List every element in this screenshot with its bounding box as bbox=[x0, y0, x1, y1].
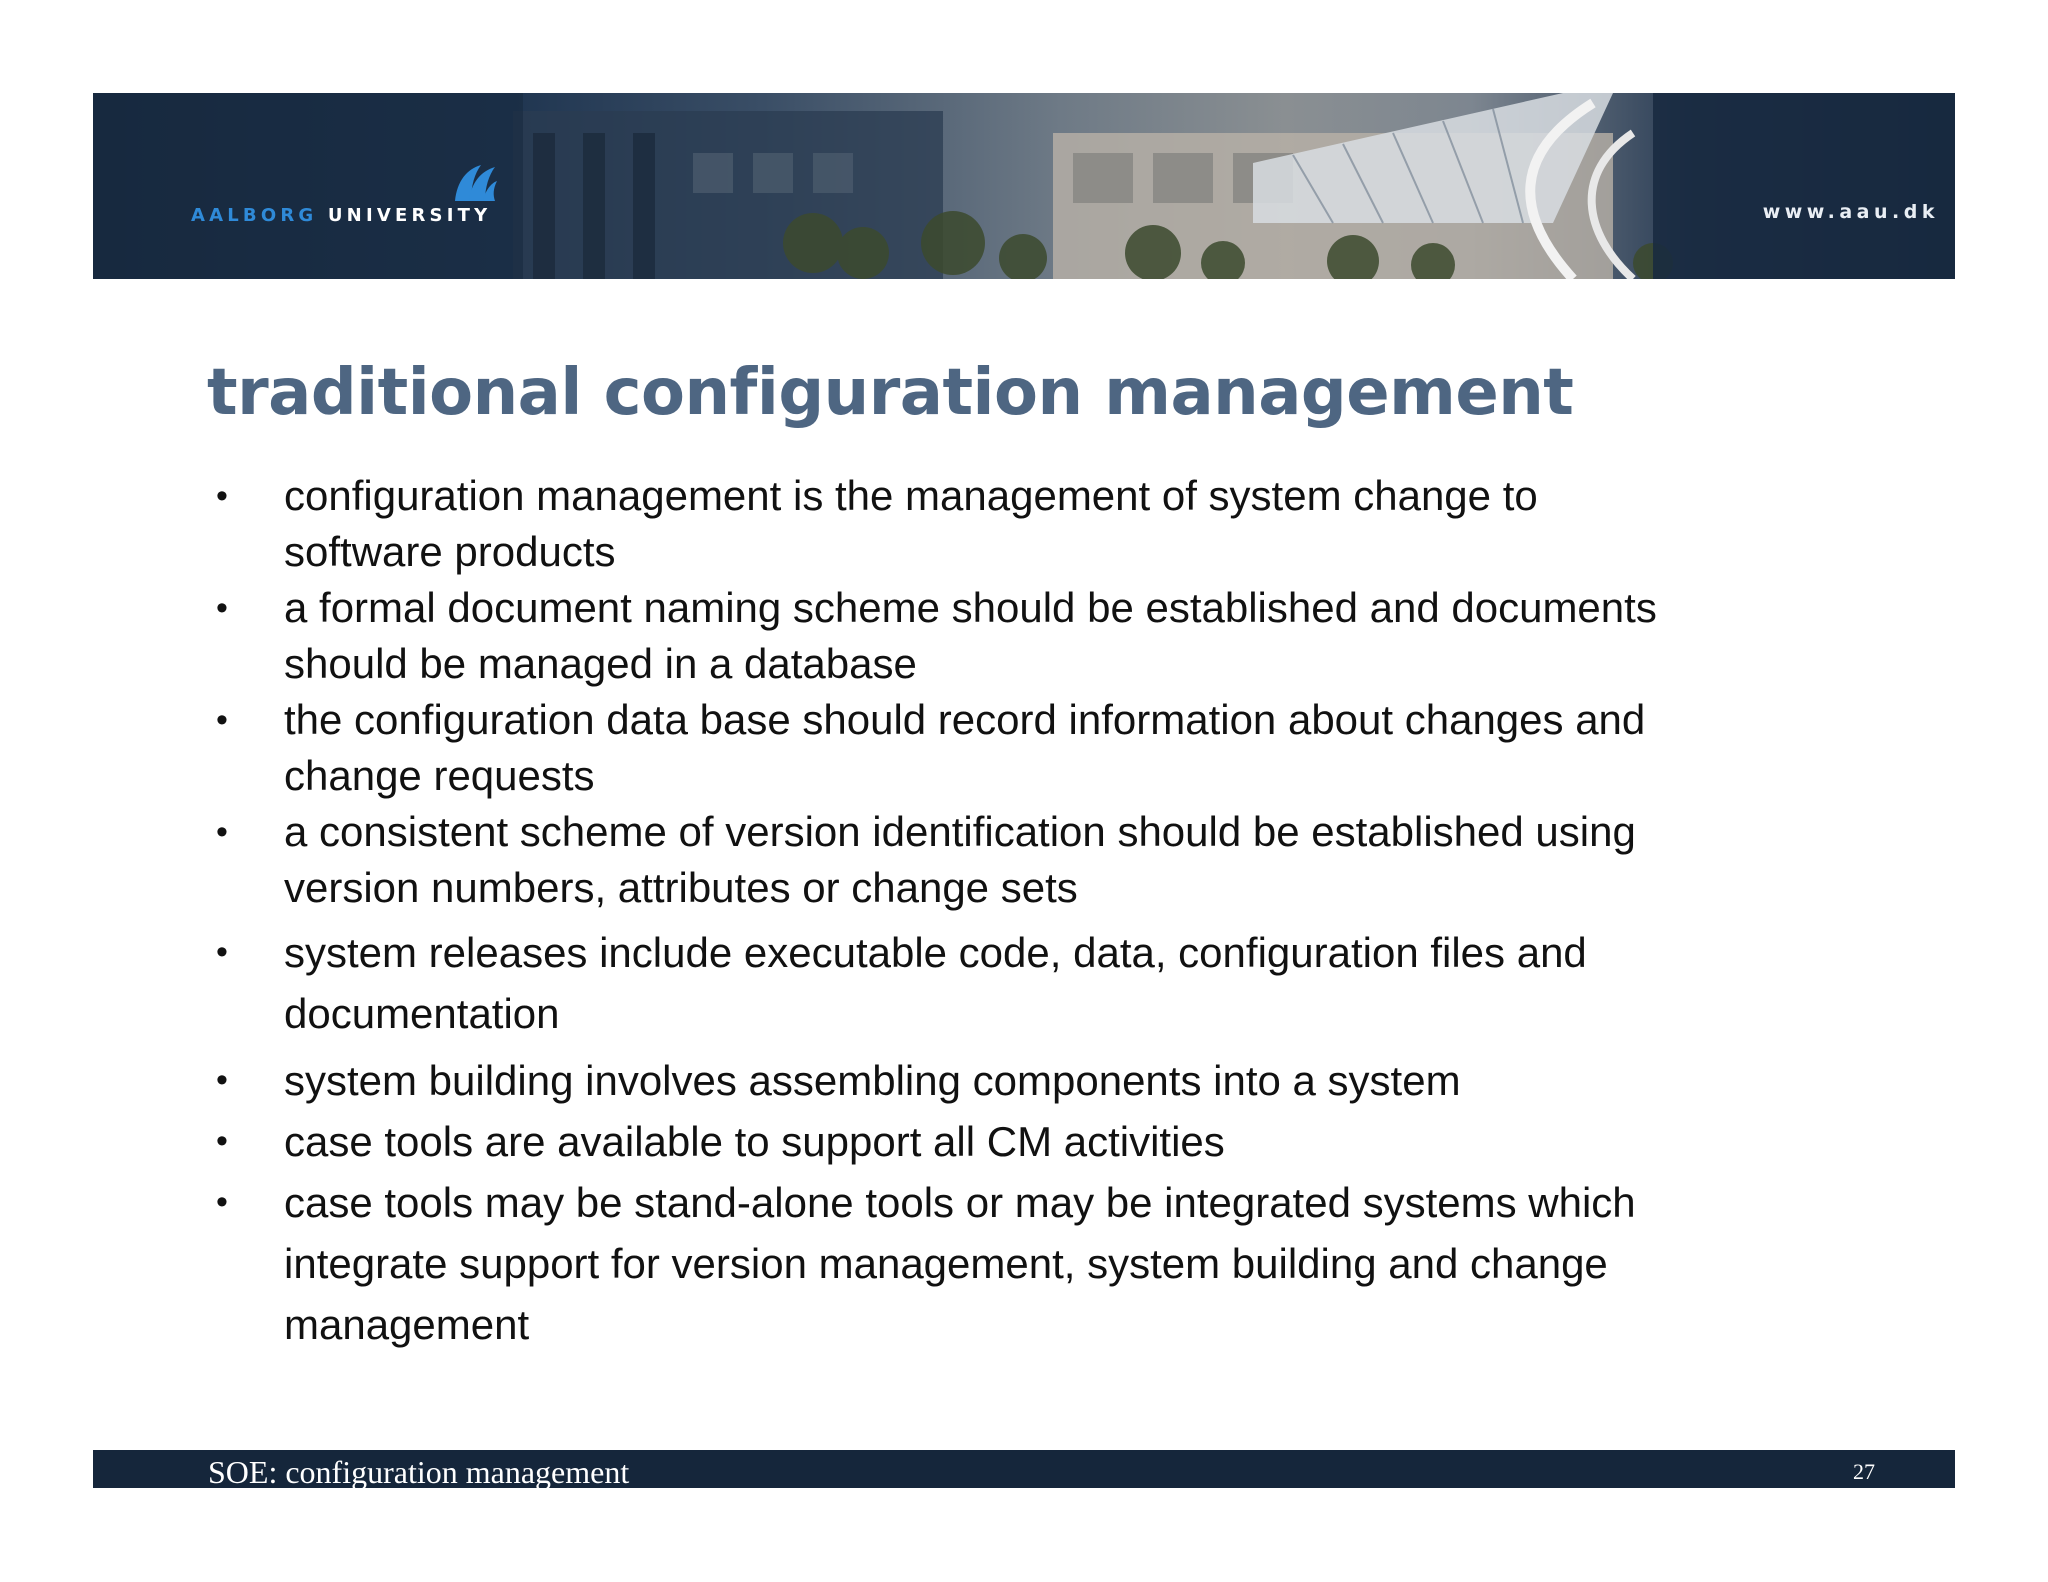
list-item bbox=[210, 1111, 1850, 1172]
list-item bbox=[210, 468, 1850, 580]
footer-course-label: SOE: configuration management bbox=[208, 1454, 630, 1490]
university-name bbox=[191, 205, 491, 226]
bullet-line: the configuration data base should record information about changes and bbox=[284, 696, 1646, 743]
bullet-line: management bbox=[284, 1301, 530, 1348]
bullet-line: software products bbox=[284, 528, 616, 575]
bullet-line: system releases include executable code, data, configuration files and bbox=[284, 929, 1587, 976]
list-item bbox=[210, 1172, 1850, 1355]
bullet-line: a consistent scheme of version identification should be established using bbox=[284, 808, 1636, 855]
bullet-line: version numbers, attributes or change sets bbox=[284, 864, 1078, 911]
university-logo[interactable] bbox=[191, 161, 551, 241]
list-item bbox=[210, 692, 1850, 804]
bullet-line: should be managed in a database bbox=[284, 640, 917, 687]
bullet-line: case tools are available to support all CM activities bbox=[284, 1118, 1225, 1165]
list-item bbox=[210, 804, 1850, 916]
bullet-icon: • bbox=[216, 701, 228, 739]
logo-university-text: UNIVERSITY bbox=[327, 205, 492, 226]
footer-bar bbox=[93, 1450, 1955, 1488]
bullet-line: configuration management is the management of system change to bbox=[284, 472, 1538, 519]
list-item bbox=[210, 1050, 1850, 1111]
bullet-icon: • bbox=[216, 813, 228, 851]
slide-title: traditional configuration management bbox=[207, 356, 1574, 430]
website-url[interactable]: www.aau.dk bbox=[1762, 201, 1939, 223]
bullet-icon: • bbox=[216, 933, 228, 971]
bullet-line: integrate support for version management, system building and change bbox=[284, 1240, 1608, 1287]
list-item bbox=[210, 580, 1850, 692]
bullet-line: system building involves assembling components into a system bbox=[284, 1057, 1461, 1104]
bullet-line: documentation bbox=[284, 990, 560, 1037]
list-item bbox=[210, 922, 1850, 1044]
page-number: 27 bbox=[1853, 1459, 1875, 1484]
aau-logo-icon bbox=[449, 161, 499, 203]
bullet-icon: • bbox=[216, 477, 228, 515]
bullet-icon: • bbox=[216, 1061, 228, 1099]
bullet-icon: • bbox=[216, 1122, 228, 1160]
bullet-icon: • bbox=[216, 589, 228, 627]
bullet-line: case tools may be stand-alone tools or may be integrated systems which bbox=[284, 1179, 1636, 1226]
logo-aalborg-text: AALBORG bbox=[191, 205, 318, 226]
header-banner bbox=[93, 93, 1955, 279]
bullet-list bbox=[210, 468, 1850, 1355]
bullet-line: a formal document naming scheme should be established and documents bbox=[284, 584, 1657, 631]
bullet-icon: • bbox=[216, 1183, 228, 1221]
bullet-line: change requests bbox=[284, 752, 595, 799]
